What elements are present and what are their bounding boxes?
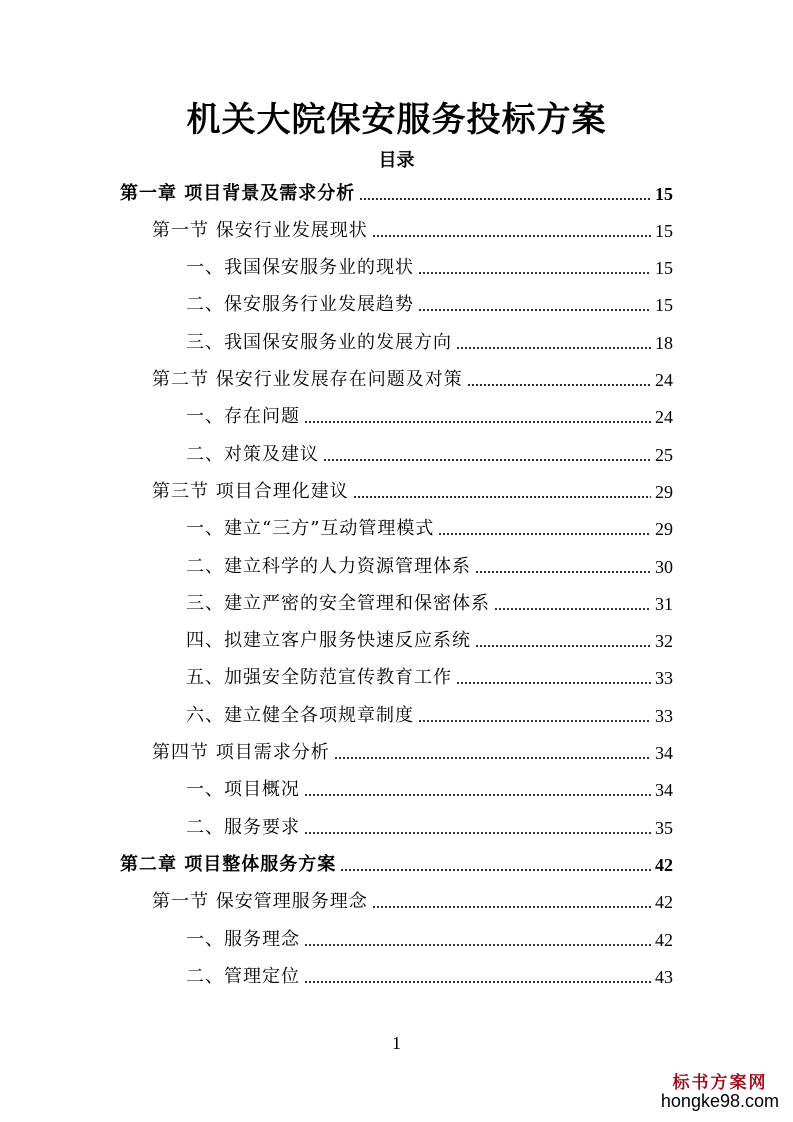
toc-entry-label: 二、保安服务行业发展趋势	[186, 294, 414, 316]
toc-entry-page: 33	[655, 668, 673, 689]
dot-leader	[304, 944, 651, 946]
toc-entry[interactable]	[120, 175, 673, 212]
toc-entry[interactable]	[152, 473, 673, 510]
toc-entry-page: 42	[655, 854, 673, 875]
watermark	[661, 1074, 779, 1112]
toc-entry[interactable]	[152, 735, 673, 772]
toc-entry-page: 15	[655, 220, 673, 241]
toc-entry-label: 五、加强安全防范宣传教育工作	[186, 667, 452, 689]
toc-entry-page: 15	[655, 258, 673, 279]
toc-entry-page: 18	[655, 332, 673, 353]
toc-entry-page: 31	[655, 593, 673, 614]
toc-entry-label: 二、对策及建议	[186, 443, 319, 465]
dot-leader	[467, 384, 651, 386]
dot-leader	[456, 347, 651, 349]
dot-leader	[418, 720, 651, 722]
toc-entry[interactable]	[152, 884, 673, 921]
dot-leader	[475, 645, 651, 647]
toc-entry[interactable]	[186, 436, 673, 473]
watermark-url: hongke98.com	[660, 1091, 779, 1112]
page-number: 1	[392, 1033, 401, 1053]
toc-entry-label: 第一章 项目背景及需求分析	[120, 182, 356, 204]
toc-entry[interactable]	[152, 212, 673, 249]
toc-entry[interactable]	[186, 511, 673, 548]
toc-entry[interactable]	[186, 324, 673, 361]
toc-entry-label: 第四节 项目需求分析	[152, 742, 330, 763]
toc-entry-label: 第一节 保安行业发展现状	[152, 219, 368, 241]
watermark-name: 标书方案网	[672, 1072, 768, 1093]
toc-entry-page: 32	[655, 631, 673, 652]
dot-leader	[418, 272, 651, 274]
toc-entry-page: 42	[655, 929, 673, 950]
dot-leader	[340, 869, 651, 871]
dot-leader	[304, 794, 651, 796]
toc-entry[interactable]	[186, 809, 673, 846]
toc-entry-page: 42	[655, 892, 673, 913]
toc-entry[interactable]	[186, 287, 673, 324]
toc-entry-page: 29	[655, 481, 673, 502]
toc-entry-label: 一、服务理念	[186, 928, 300, 950]
toc-entry-label: 一、我国保安服务业的现状	[186, 257, 414, 279]
toc-entry[interactable]	[186, 697, 673, 734]
toc-entry-page: 25	[655, 444, 673, 465]
toc-entry-page: 34	[655, 780, 673, 801]
toc-entry-label: 一、存在问题	[186, 406, 300, 428]
toc-entry-label: 一、项目概况	[186, 779, 300, 801]
toc-entry-page: 30	[655, 556, 673, 577]
dot-leader	[438, 533, 651, 535]
dot-leader	[359, 198, 651, 200]
toc-entry-label: 四、拟建立客户服务快速反应系统	[186, 630, 471, 652]
toc-entry-page: 43	[655, 966, 673, 987]
toc-entry-label: 二、建立科学的人力资源管理体系	[186, 555, 471, 577]
toc-entry-label: 第三节 项目合理化建议	[152, 480, 349, 502]
dot-leader	[418, 309, 651, 311]
toc-entry[interactable]	[186, 585, 673, 622]
toc-entry[interactable]	[186, 623, 673, 660]
toc-entry-page: 15	[655, 183, 673, 204]
toc-entry-label: 第二章 项目整体服务方案	[120, 853, 337, 875]
dot-leader	[372, 235, 651, 237]
dot-leader	[304, 421, 651, 423]
toc-entry-page: 35	[655, 817, 673, 838]
toc-entry[interactable]	[120, 846, 673, 883]
toc-entry[interactable]	[186, 958, 673, 995]
toc-entry-label: 第二节 保安行业发展存在问题及对策	[152, 369, 463, 390]
dot-leader	[304, 832, 651, 834]
toc-entry-page: 29	[655, 519, 673, 540]
dot-leader	[372, 906, 651, 908]
toc-entry-page: 24	[655, 407, 673, 428]
toc-entry-label: 六、建立健全各项规章制度	[186, 704, 414, 726]
document-title: 机关大院保安服务投标方案	[186, 100, 607, 140]
toc-entry-page: 33	[655, 705, 673, 726]
toc-entry-page: 34	[655, 743, 673, 763]
toc-entry[interactable]	[186, 399, 673, 436]
toc-entry[interactable]	[186, 250, 673, 287]
dot-leader	[475, 571, 651, 573]
toc-entry-label: 二、管理定位	[186, 965, 300, 987]
toc-entry[interactable]	[152, 362, 673, 399]
dot-leader	[494, 608, 651, 610]
toc-entry-label: 第一节 保安管理服务理念	[152, 891, 368, 913]
toc-entry-label: 一、建立“三方”互动管理模式	[186, 518, 435, 540]
toc-entry[interactable]	[186, 772, 673, 809]
toc-entry-label: 二、服务要求	[186, 816, 300, 838]
dot-leader	[353, 496, 651, 498]
toc-entry-label: 三、我国保安服务业的发展方向	[186, 331, 452, 353]
toc-entry[interactable]	[186, 548, 673, 585]
toc-entry-label: 三、建立严密的安全管理和保密体系	[186, 592, 490, 614]
toc-entry[interactable]	[186, 921, 673, 958]
toc-entry[interactable]	[186, 660, 673, 697]
toc-entry-page: 15	[655, 295, 673, 316]
dot-leader	[323, 459, 651, 461]
dot-leader	[304, 981, 651, 983]
dot-leader	[456, 682, 651, 684]
toc-heading: 目录	[378, 150, 415, 171]
dot-leader	[334, 757, 651, 759]
toc-entry-page: 24	[655, 370, 673, 390]
